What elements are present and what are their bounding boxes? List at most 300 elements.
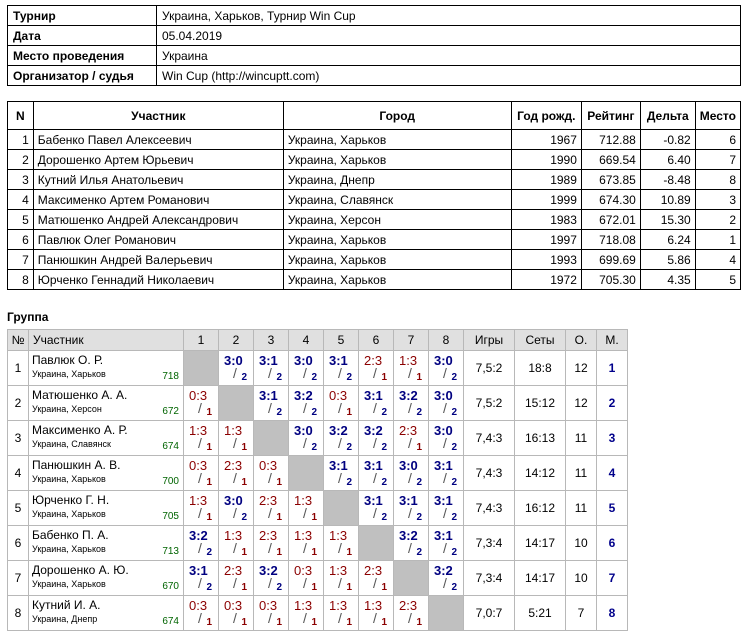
group-points: 11 — [566, 491, 597, 526]
group-place: 8 — [597, 596, 628, 631]
group-place: 5 — [597, 491, 628, 526]
col-header-year: Год рожд. — [511, 102, 581, 130]
participant-rating: 718.08 — [581, 230, 640, 250]
match-score: 1:3 — [329, 528, 348, 543]
match-points: 1 — [241, 617, 247, 628]
participant-name: Максименко Артем Романович — [33, 190, 283, 210]
group-row — [8, 421, 628, 456]
match-points: 1 — [311, 547, 317, 558]
score-slash: / — [198, 470, 202, 486]
group-points: 10 — [566, 526, 597, 561]
match-score: 3:1 — [434, 528, 453, 543]
participant-place: 2 — [695, 210, 740, 230]
group-games: 7,5:2 — [464, 351, 515, 386]
participant-delta: 5.86 — [640, 250, 695, 270]
match-score: 1:3 — [399, 353, 418, 368]
participant-year: 1983 — [511, 210, 581, 230]
group-participant-rating: 672 — [162, 406, 179, 417]
match-points: 2 — [451, 582, 457, 593]
participant-name: Панюшкин Андрей Валерьевич — [33, 250, 283, 270]
match-score: 3:2 — [259, 563, 278, 578]
match-score: 3:1 — [329, 458, 348, 473]
score-slash: / — [268, 540, 272, 556]
group-sets: 18:8 — [515, 351, 566, 386]
participant-n: 1 — [8, 130, 34, 150]
match-score: 2:3 — [259, 528, 278, 543]
match-points: 1 — [346, 617, 352, 628]
match-score: 1:3 — [189, 493, 208, 508]
match-points: 2 — [451, 372, 457, 383]
group-row-number: 2 — [8, 386, 29, 421]
score-slash: / — [198, 610, 202, 626]
match-score: 1:3 — [364, 598, 383, 613]
info-label: Турнир — [8, 6, 157, 26]
match-points: 1 — [311, 582, 317, 593]
score-slash: / — [408, 435, 412, 451]
match-result-cell — [324, 386, 359, 421]
match-points: 2 — [381, 512, 387, 523]
group-participant-rating: 705 — [162, 511, 179, 522]
participant-city: Украина, Херсон — [283, 210, 511, 230]
participant-city: Украина, Харьков — [283, 230, 511, 250]
match-score: 3:0 — [294, 353, 313, 368]
match-score: 3:2 — [329, 423, 348, 438]
group-row — [8, 596, 628, 631]
group-col-games: Игры — [464, 330, 515, 351]
group-col-opponent-1: 1 — [184, 330, 219, 351]
score-slash: / — [303, 575, 307, 591]
group-place: 2 — [597, 386, 628, 421]
score-slash: / — [373, 505, 377, 521]
participant-n: 8 — [8, 270, 34, 290]
score-slash: / — [198, 435, 202, 451]
participant-city: Украина, Харьков — [283, 250, 511, 270]
match-score: 3:2 — [189, 528, 208, 543]
group-participant — [29, 526, 184, 561]
match-points: 1 — [276, 617, 282, 628]
score-slash: / — [268, 610, 272, 626]
participant-n: 3 — [8, 170, 34, 190]
score-slash: / — [198, 505, 202, 521]
match-points: 1 — [206, 442, 212, 453]
group-place: 3 — [597, 421, 628, 456]
col-header-city: Город — [283, 102, 511, 130]
group-points: 11 — [566, 456, 597, 491]
group-row-number: 3 — [8, 421, 29, 456]
match-points: 2 — [416, 477, 422, 488]
info-label: Организатор / судья — [8, 66, 157, 86]
participant-year: 1999 — [511, 190, 581, 210]
score-slash: / — [373, 435, 377, 451]
group-games: 7,0:7 — [464, 596, 515, 631]
info-row — [8, 26, 741, 46]
participant-name: Матюшенко Андрей Александрович — [33, 210, 283, 230]
participant-n: 4 — [8, 190, 34, 210]
match-score: 3:1 — [364, 458, 383, 473]
participant-n: 2 — [8, 150, 34, 170]
match-result-cell — [254, 386, 289, 421]
group-sets: 5:21 — [515, 596, 566, 631]
match-score: 1:3 — [294, 528, 313, 543]
score-slash: / — [338, 435, 342, 451]
match-points: 2 — [451, 547, 457, 558]
match-result-cell — [394, 456, 429, 491]
match-points: 2 — [241, 512, 247, 523]
participant-delta: 6.24 — [640, 230, 695, 250]
score-slash: / — [408, 505, 412, 521]
group-participant-rating: 713 — [162, 546, 179, 557]
group-participant-city: Украина, Харьков — [32, 509, 106, 519]
participant-city: Украина, Днепр — [283, 170, 511, 190]
match-result-cell — [219, 561, 254, 596]
self-match-cell — [429, 596, 464, 631]
group-sets: 14:17 — [515, 526, 566, 561]
match-result-cell — [184, 421, 219, 456]
group-participant-city: Украина, Славянск — [32, 439, 111, 449]
participant-name: Юрченко Геннадий Николаевич — [33, 270, 283, 290]
participant-delta: 10.89 — [640, 190, 695, 210]
match-points: 2 — [451, 477, 457, 488]
group-place: 4 — [597, 456, 628, 491]
score-slash: / — [303, 505, 307, 521]
match-points: 2 — [451, 512, 457, 523]
match-result-cell — [254, 596, 289, 631]
match-result-cell — [359, 386, 394, 421]
participant-year: 1997 — [511, 230, 581, 250]
score-slash: / — [233, 540, 237, 556]
group-col-opponent-5: 5 — [324, 330, 359, 351]
group-col-sets: Сеты — [515, 330, 566, 351]
score-slash: / — [338, 540, 342, 556]
match-points: 2 — [416, 547, 422, 558]
info-label: Место проведения — [8, 46, 157, 66]
participant-year: 1990 — [511, 150, 581, 170]
match-points: 2 — [241, 372, 247, 383]
score-slash: / — [373, 365, 377, 381]
group-place: 7 — [597, 561, 628, 596]
match-points: 2 — [346, 477, 352, 488]
match-points: 2 — [346, 442, 352, 453]
match-points: 2 — [381, 477, 387, 488]
participant-row — [8, 190, 741, 210]
score-slash: / — [443, 365, 447, 381]
participant-rating: 699.69 — [581, 250, 640, 270]
match-result-cell — [289, 596, 324, 631]
match-result-cell — [219, 421, 254, 456]
score-slash: / — [408, 540, 412, 556]
match-score: 0:3 — [294, 563, 313, 578]
score-slash: / — [303, 365, 307, 381]
participant-city: Украина, Харьков — [283, 270, 511, 290]
group-games: 7,4:3 — [464, 491, 515, 526]
group-participant-name: Матюшенко А. А. — [32, 388, 128, 402]
group-participant-city: Украина, Харьков — [32, 369, 106, 379]
match-result-cell — [359, 596, 394, 631]
match-points: 1 — [206, 512, 212, 523]
score-slash: / — [233, 610, 237, 626]
group-participant-rating: 718 — [162, 371, 179, 382]
score-slash: / — [198, 540, 202, 556]
match-points: 2 — [416, 407, 422, 418]
match-points: 1 — [311, 512, 317, 523]
score-slash: / — [408, 400, 412, 416]
group-participant — [29, 421, 184, 456]
participant-rating: 674.30 — [581, 190, 640, 210]
match-score: 3:0 — [434, 353, 453, 368]
match-points: 2 — [451, 407, 457, 418]
match-result-cell — [359, 421, 394, 456]
score-slash: / — [443, 575, 447, 591]
score-slash: / — [233, 365, 237, 381]
score-slash: / — [303, 435, 307, 451]
match-points: 1 — [276, 512, 282, 523]
match-points: 1 — [416, 372, 422, 383]
match-score: 3:2 — [294, 388, 313, 403]
group-participant-city: Украина, Харьков — [32, 579, 106, 589]
match-points: 1 — [206, 477, 212, 488]
group-participant-rating: 674 — [162, 441, 179, 452]
group-row — [8, 386, 628, 421]
match-result-cell — [219, 526, 254, 561]
participant-delta: -0.82 — [640, 130, 695, 150]
group-participant-name: Бабенко П. А. — [32, 528, 109, 542]
score-slash: / — [303, 610, 307, 626]
participant-row — [8, 150, 741, 170]
group-col-opponent-7: 7 — [394, 330, 429, 351]
match-result-cell — [324, 351, 359, 386]
group-place: 6 — [597, 526, 628, 561]
match-result-cell — [324, 456, 359, 491]
group-points: 12 — [566, 351, 597, 386]
participant-city: Украина, Харьков — [283, 150, 511, 170]
group-participant — [29, 386, 184, 421]
match-result-cell — [429, 526, 464, 561]
group-title: Группа — [7, 310, 49, 324]
match-score: 3:1 — [364, 493, 383, 508]
match-points: 2 — [381, 442, 387, 453]
group-games: 7,4:3 — [464, 421, 515, 456]
match-points: 2 — [381, 407, 387, 418]
group-header-row — [8, 330, 628, 351]
info-row — [8, 6, 741, 26]
score-slash: / — [268, 400, 272, 416]
participant-year: 1993 — [511, 250, 581, 270]
score-slash: / — [338, 470, 342, 486]
match-result-cell — [324, 421, 359, 456]
match-points: 1 — [381, 582, 387, 593]
self-match-cell — [219, 386, 254, 421]
match-score: 3:1 — [329, 353, 348, 368]
score-slash: / — [233, 470, 237, 486]
participant-row — [8, 210, 741, 230]
group-row — [8, 491, 628, 526]
match-score: 1:3 — [294, 598, 313, 613]
participant-row — [8, 230, 741, 250]
match-result-cell — [394, 491, 429, 526]
match-points: 1 — [346, 407, 352, 418]
self-match-cell — [254, 421, 289, 456]
match-result-cell — [359, 351, 394, 386]
match-result-cell — [359, 561, 394, 596]
match-result-cell — [429, 456, 464, 491]
match-points: 1 — [241, 547, 247, 558]
score-slash: / — [408, 470, 412, 486]
group-participant — [29, 491, 184, 526]
group-participant-city: Украина, Харьков — [32, 544, 106, 554]
score-slash: / — [373, 400, 377, 416]
match-score: 0:3 — [189, 598, 208, 613]
match-result-cell — [289, 561, 324, 596]
match-points: 2 — [206, 547, 212, 558]
match-result-cell — [184, 386, 219, 421]
match-score: 0:3 — [259, 598, 278, 613]
group-games: 7,4:3 — [464, 456, 515, 491]
participant-city: Украина, Харьков — [283, 130, 511, 150]
score-slash: / — [443, 505, 447, 521]
match-result-cell — [254, 491, 289, 526]
score-slash: / — [233, 505, 237, 521]
match-points: 1 — [416, 442, 422, 453]
group-col-n: № — [8, 330, 29, 351]
participant-place: 4 — [695, 250, 740, 270]
participant-place: 6 — [695, 130, 740, 150]
match-result-cell — [254, 561, 289, 596]
match-score: 3:1 — [399, 493, 418, 508]
group-col-opponent-4: 4 — [289, 330, 324, 351]
participant-name: Бабенко Павел Алексеевич — [33, 130, 283, 150]
tournament-info-table — [7, 5, 741, 86]
group-row-number: 1 — [8, 351, 29, 386]
group-points: 10 — [566, 561, 597, 596]
group-participant-city: Украина, Харьков — [32, 474, 106, 484]
match-result-cell — [184, 491, 219, 526]
group-participant-name: Максименко А. Р. — [32, 423, 128, 437]
match-points: 1 — [241, 477, 247, 488]
group-row-number: 6 — [8, 526, 29, 561]
match-score: 0:3 — [189, 458, 208, 473]
participant-n: 5 — [8, 210, 34, 230]
participant-rating: 673.85 — [581, 170, 640, 190]
group-points: 7 — [566, 596, 597, 631]
group-sets: 16:12 — [515, 491, 566, 526]
participant-delta: 15.30 — [640, 210, 695, 230]
col-header-rating: Рейтинг — [581, 102, 640, 130]
match-result-cell — [184, 561, 219, 596]
score-slash: / — [268, 470, 272, 486]
match-result-cell — [184, 526, 219, 561]
score-slash: / — [233, 435, 237, 451]
match-score: 3:2 — [364, 423, 383, 438]
match-result-cell — [324, 526, 359, 561]
info-value: Win Cup (http://wincuptt.com) — [157, 66, 741, 86]
participant-place: 5 — [695, 270, 740, 290]
group-points: 12 — [566, 386, 597, 421]
match-score: 3:1 — [434, 493, 453, 508]
match-score: 3:1 — [364, 388, 383, 403]
match-score: 2:3 — [224, 563, 243, 578]
info-value: Украина, Харьков, Турнир Win Cup — [157, 6, 741, 26]
group-row-number: 5 — [8, 491, 29, 526]
score-slash: / — [443, 400, 447, 416]
group-col-pts: О. — [566, 330, 597, 351]
match-score: 3:2 — [399, 388, 418, 403]
group-row-number: 7 — [8, 561, 29, 596]
participant-year: 1972 — [511, 270, 581, 290]
group-sets: 15:12 — [515, 386, 566, 421]
group-participant-name: Юрченко Г. Н. — [32, 493, 110, 507]
participant-rating: 669.54 — [581, 150, 640, 170]
match-points: 1 — [206, 407, 212, 418]
match-score: 1:3 — [189, 423, 208, 438]
match-result-cell — [429, 561, 464, 596]
match-score: 3:2 — [399, 528, 418, 543]
match-score: 3:0 — [224, 353, 243, 368]
score-slash: / — [198, 400, 202, 416]
match-score: 2:3 — [259, 493, 278, 508]
participant-city: Украина, Славянск — [283, 190, 511, 210]
match-points: 1 — [346, 547, 352, 558]
match-score: 1:3 — [224, 528, 243, 543]
participant-place: 3 — [695, 190, 740, 210]
info-row — [8, 46, 741, 66]
match-result-cell — [429, 491, 464, 526]
score-slash: / — [408, 365, 412, 381]
match-score: 3:0 — [294, 423, 313, 438]
info-value: Украина — [157, 46, 741, 66]
score-slash: / — [338, 575, 342, 591]
participant-n: 7 — [8, 250, 34, 270]
match-score: 3:1 — [259, 388, 278, 403]
participant-n: 6 — [8, 230, 34, 250]
group-row — [8, 526, 628, 561]
self-match-cell — [324, 491, 359, 526]
participant-delta: 6.40 — [640, 150, 695, 170]
participant-year: 1989 — [511, 170, 581, 190]
match-points: 2 — [276, 407, 282, 418]
match-result-cell — [184, 596, 219, 631]
group-participant-name: Павлюк О. Р. — [32, 353, 104, 367]
match-score: 2:3 — [364, 563, 383, 578]
col-header-place: Место — [695, 102, 740, 130]
group-participant-name: Дорошенко А. Ю. — [32, 563, 129, 577]
self-match-cell — [394, 561, 429, 596]
score-slash: / — [373, 470, 377, 486]
match-result-cell — [429, 386, 464, 421]
match-score: 3:1 — [259, 353, 278, 368]
group-participant — [29, 561, 184, 596]
participant-place: 1 — [695, 230, 740, 250]
group-participant — [29, 456, 184, 491]
group-sets: 16:13 — [515, 421, 566, 456]
match-points: 1 — [206, 617, 212, 628]
group-games: 7,3:4 — [464, 561, 515, 596]
score-slash: / — [338, 610, 342, 626]
participant-name: Кутний Илья Анатольевич — [33, 170, 283, 190]
match-score: 1:3 — [329, 598, 348, 613]
group-participant-name: Кутний И. А. — [32, 598, 101, 612]
match-result-cell — [289, 491, 324, 526]
match-points: 1 — [381, 617, 387, 628]
match-score: 3:0 — [224, 493, 243, 508]
match-result-cell — [394, 421, 429, 456]
group-col-opponent-3: 3 — [254, 330, 289, 351]
col-header-name: Участник — [33, 102, 283, 130]
participant-row — [8, 170, 741, 190]
participant-place: 8 — [695, 170, 740, 190]
info-row — [8, 66, 741, 86]
match-result-cell — [254, 526, 289, 561]
match-result-cell — [359, 456, 394, 491]
